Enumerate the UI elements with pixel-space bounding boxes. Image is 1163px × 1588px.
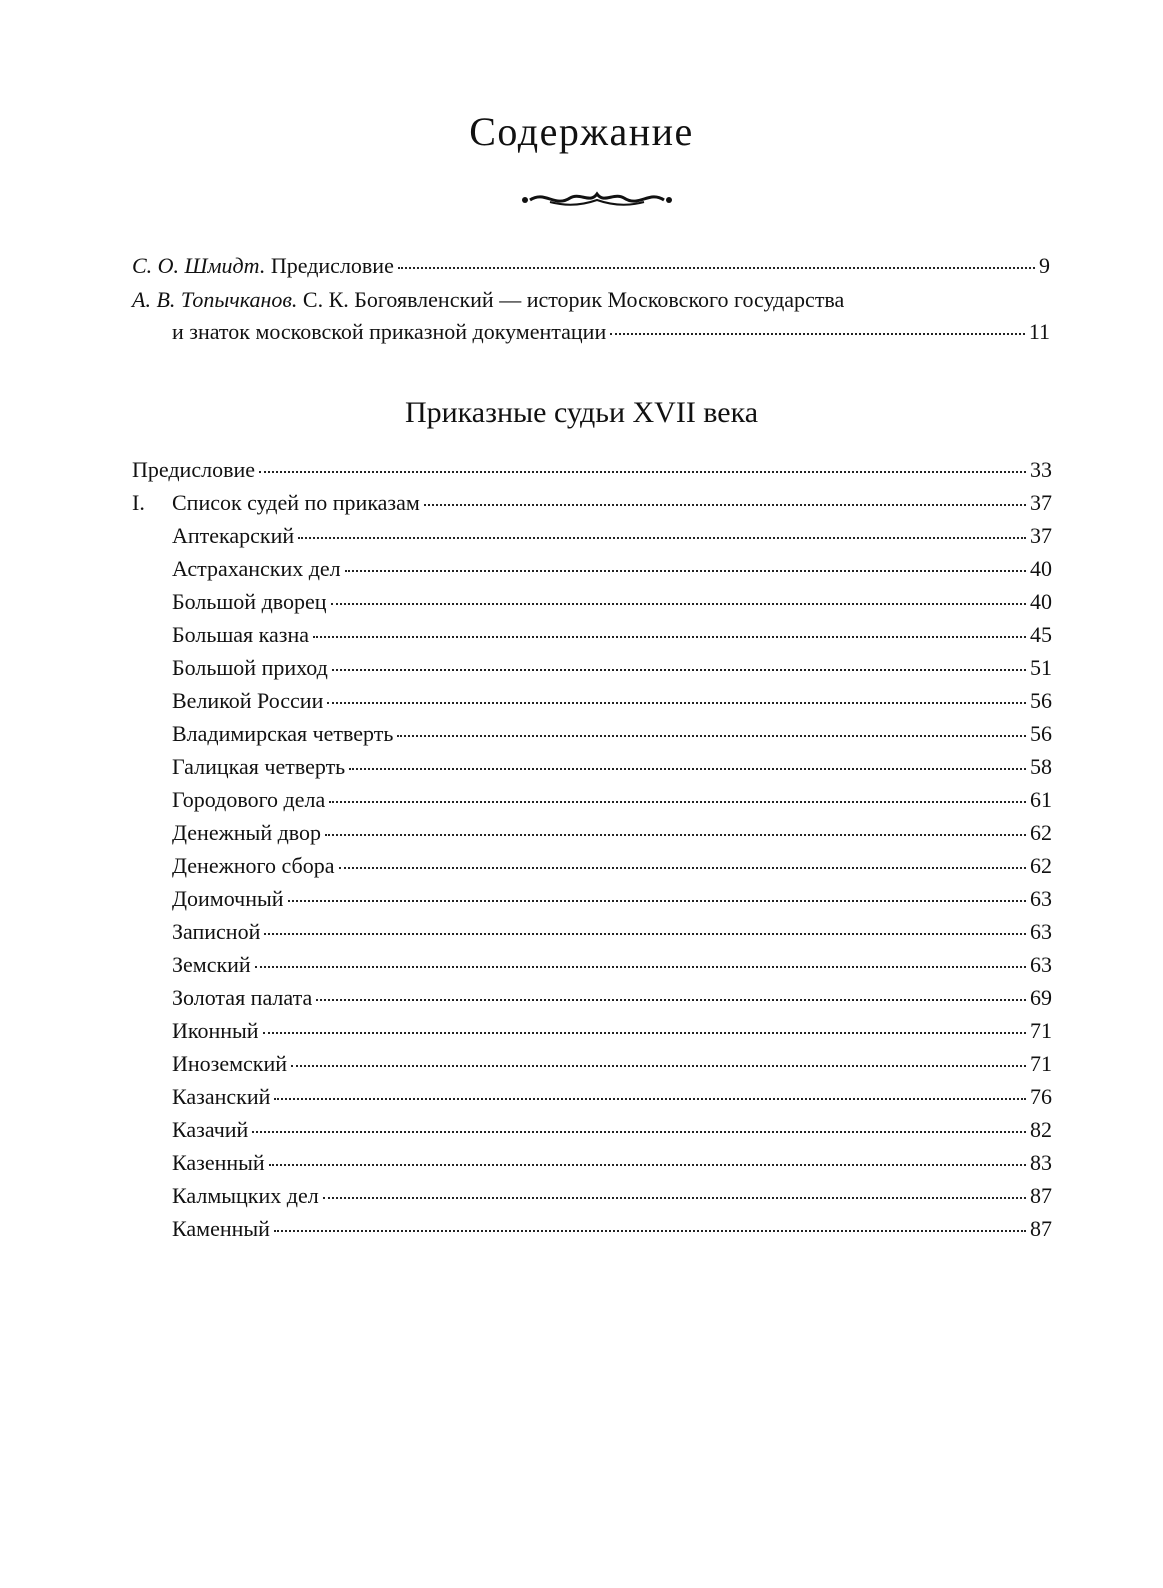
toc-item[interactable] bbox=[172, 1116, 1052, 1144]
toc-page-number: 37 bbox=[1030, 490, 1052, 515]
leader-dots bbox=[313, 636, 1026, 638]
toc-item[interactable] bbox=[172, 522, 1052, 550]
toc-page-number: 83 bbox=[1030, 1150, 1052, 1175]
leader-dots bbox=[339, 867, 1026, 869]
toc-label: Большой дворец bbox=[172, 589, 327, 614]
leader-dots bbox=[274, 1230, 1026, 1232]
toc-page-number: 56 bbox=[1030, 721, 1052, 746]
toc-page-number: 58 bbox=[1030, 754, 1052, 779]
toc-page-number: 71 bbox=[1030, 1051, 1052, 1076]
leader-dots bbox=[252, 1131, 1026, 1133]
toc-page-number: 87 bbox=[1030, 1183, 1052, 1208]
leader-dots bbox=[327, 702, 1026, 704]
toc-page-number: 63 bbox=[1030, 886, 1052, 911]
toc-page-number: 33 bbox=[1030, 457, 1052, 482]
toc-page-number: 40 bbox=[1030, 556, 1052, 581]
toc-item[interactable] bbox=[172, 1215, 1052, 1243]
toc-item[interactable] bbox=[172, 1149, 1052, 1177]
section-title: Приказные судьи XVII века bbox=[404, 396, 759, 429]
toc-label: Предисловие bbox=[265, 253, 394, 278]
leader-dots bbox=[269, 1164, 1026, 1166]
toc-entry-chapter[interactable] bbox=[172, 489, 1052, 517]
leader-dots bbox=[288, 900, 1026, 902]
toc-page-number: 63 bbox=[1030, 952, 1052, 977]
leader-dots bbox=[398, 267, 1035, 269]
leader-dots bbox=[255, 966, 1026, 968]
toc-label: Большой приход bbox=[172, 655, 328, 680]
toc-item[interactable] bbox=[172, 951, 1052, 979]
toc-page-number: 37 bbox=[1030, 523, 1052, 548]
toc-item[interactable] bbox=[172, 753, 1052, 781]
toc-page-number: 76 bbox=[1030, 1084, 1052, 1109]
leader-dots bbox=[345, 570, 1026, 572]
toc-label-continuation: и знаток московской приказной документации bbox=[172, 319, 607, 344]
leader-dots bbox=[424, 504, 1026, 506]
toc-item[interactable] bbox=[172, 918, 1052, 946]
toc-item[interactable] bbox=[172, 819, 1052, 847]
toc-page-number: 69 bbox=[1030, 985, 1052, 1010]
toc-label: Денежного сбора bbox=[172, 853, 335, 878]
leader-dots bbox=[325, 834, 1026, 836]
toc-label: Казенный bbox=[172, 1150, 265, 1175]
toc-page-number: 62 bbox=[1030, 853, 1052, 878]
leader-dots bbox=[332, 669, 1026, 671]
toc-item[interactable] bbox=[172, 1050, 1052, 1078]
toc-entry-schmidt[interactable] bbox=[132, 252, 1050, 280]
toc-label: С. К. Богоявленский — историк Московского государства bbox=[297, 287, 845, 312]
leader-dots bbox=[274, 1098, 1026, 1100]
leader-dots bbox=[316, 999, 1026, 1001]
toc-page-number: 82 bbox=[1030, 1117, 1052, 1142]
toc-entry-preface[interactable] bbox=[132, 456, 1052, 484]
toc-item[interactable] bbox=[172, 786, 1052, 814]
leader-dots bbox=[397, 735, 1026, 737]
leader-dots bbox=[323, 1197, 1026, 1199]
toc-author: С. О. Шмидт. bbox=[132, 253, 266, 278]
toc-label: Галицкая четверть bbox=[172, 754, 346, 779]
toc-entry-topychkanov-cont[interactable] bbox=[172, 318, 1050, 346]
toc-item[interactable] bbox=[172, 654, 1052, 682]
toc-item[interactable] bbox=[172, 687, 1052, 715]
toc-label: Доимочный bbox=[172, 886, 284, 911]
toc-item[interactable] bbox=[172, 1083, 1052, 1111]
leader-dots bbox=[349, 768, 1026, 770]
toc-item[interactable] bbox=[172, 984, 1052, 1012]
toc-label: Городового дела bbox=[172, 787, 326, 812]
toc-label: Великой России bbox=[172, 688, 324, 713]
toc-page-number: 51 bbox=[1030, 655, 1052, 680]
toc-label: Золотая палата bbox=[172, 985, 313, 1010]
toc-author: А. В. Топычканов. bbox=[132, 287, 298, 312]
toc-item[interactable] bbox=[172, 885, 1052, 913]
toc-label: Казачий bbox=[172, 1117, 249, 1142]
toc-label: Каменный bbox=[172, 1216, 270, 1241]
leader-dots bbox=[331, 603, 1026, 605]
toc-label: Записной bbox=[172, 919, 261, 944]
toc-page-number: 56 bbox=[1030, 688, 1052, 713]
toc-page-number: 62 bbox=[1030, 820, 1052, 845]
toc-label: Калмыцких дел bbox=[172, 1183, 319, 1208]
toc-item[interactable] bbox=[172, 1017, 1052, 1045]
toc-page-number: 61 bbox=[1030, 787, 1052, 812]
toc-item[interactable] bbox=[172, 555, 1052, 583]
toc-label: Казанский bbox=[172, 1084, 271, 1109]
toc-item[interactable] bbox=[172, 852, 1052, 880]
toc-page-number: 11 bbox=[1028, 319, 1050, 344]
toc-page-number: 71 bbox=[1030, 1018, 1052, 1043]
toc-label: Денежный двор bbox=[172, 820, 322, 845]
toc-label: Иноземский bbox=[172, 1051, 288, 1076]
chapter-number: I. bbox=[132, 490, 145, 515]
leader-dots bbox=[610, 333, 1025, 335]
leader-dots bbox=[264, 933, 1026, 935]
toc-page-number: 63 bbox=[1030, 919, 1052, 944]
toc-label: Земский bbox=[172, 952, 251, 977]
leader-dots bbox=[291, 1065, 1026, 1067]
leader-dots bbox=[263, 1032, 1026, 1034]
toc-item[interactable] bbox=[172, 1182, 1052, 1210]
toc-label: Предисловие bbox=[132, 457, 255, 482]
toc-item[interactable] bbox=[172, 588, 1052, 616]
toc-item[interactable] bbox=[172, 621, 1052, 649]
toc-page-number: 45 bbox=[1030, 622, 1052, 647]
ornament-divider-icon bbox=[520, 186, 674, 212]
toc-item[interactable] bbox=[172, 720, 1052, 748]
toc-label: Владимирская четверть bbox=[172, 721, 394, 746]
leader-dots bbox=[298, 537, 1026, 539]
leader-dots bbox=[259, 471, 1026, 473]
toc-label: Список судей по приказам bbox=[172, 490, 420, 515]
toc-label: Астраханских дел bbox=[172, 556, 341, 581]
leader-dots bbox=[329, 801, 1026, 803]
toc-label: Иконный bbox=[172, 1018, 259, 1043]
toc-label: Аптекарский bbox=[172, 523, 295, 548]
page-title: Содержание bbox=[469, 109, 694, 154]
toc-entry-topychkanov[interactable] bbox=[132, 286, 844, 314]
toc-page-number: 9 bbox=[1039, 253, 1050, 278]
toc-page-number: 40 bbox=[1030, 589, 1052, 614]
toc-label: Большая казна bbox=[172, 622, 310, 647]
toc-page-number: 87 bbox=[1030, 1216, 1052, 1241]
